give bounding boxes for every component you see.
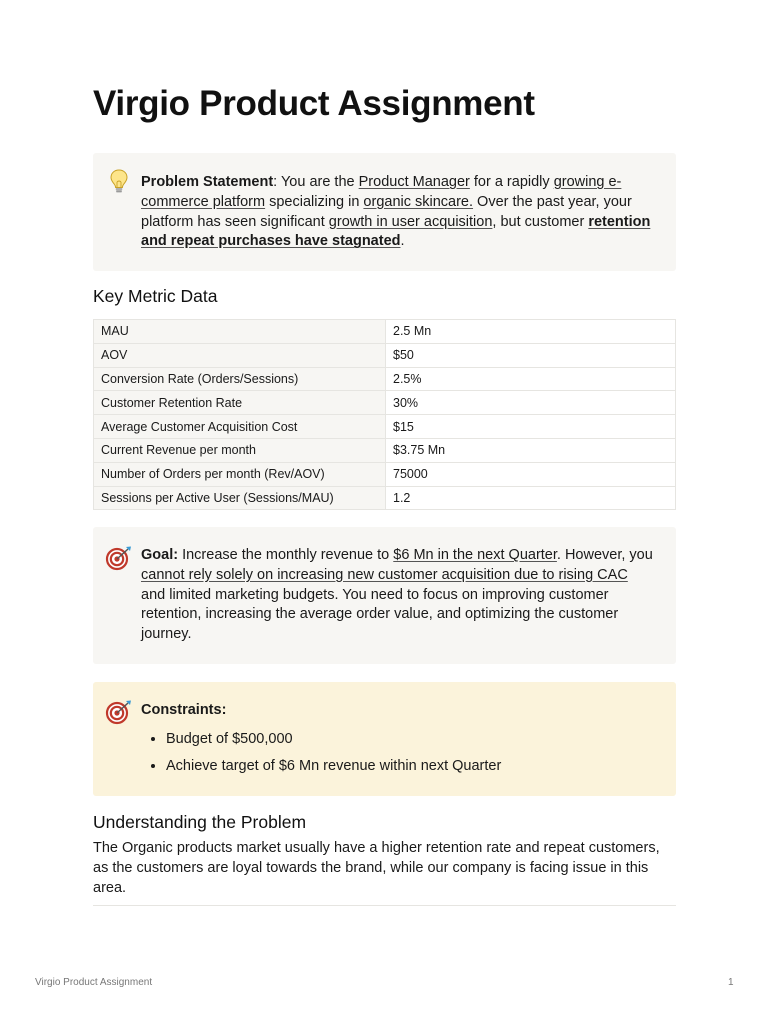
- understanding-body: The Organic products market usually have a higher retention rate and repeat customers, as the customers are loyal towards the brand, while our company is facing issue in this area.: [93, 840, 660, 896]
- table-row: [94, 320, 676, 344]
- goal-text-3: and limited marketing budgets. You need to focus on improving customer retention, increasing the average order value, and optimizing the customer journey.: [141, 586, 619, 643]
- table-row: [94, 391, 676, 415]
- target-icon: [105, 544, 133, 572]
- target-icon: [105, 698, 133, 726]
- goal-label: Goal:: [141, 547, 179, 563]
- understanding-heading: Understanding the Problem: [93, 812, 307, 832]
- metric-name: Conversion Rate (Orders/Sessions): [94, 367, 386, 391]
- constraints-list: [141, 730, 654, 777]
- metric-name: Sessions per Active User (Sessions/MAU): [94, 486, 386, 510]
- goal-text-2: . However, you: [556, 547, 653, 563]
- metric-value: 2.5 Mn: [386, 320, 676, 344]
- table-row: [94, 415, 676, 439]
- metric-value: $15: [386, 415, 676, 439]
- page-number: 1: [728, 977, 734, 988]
- problem-text-2: for a rapidly: [469, 174, 554, 190]
- metric-value: 2.5%: [386, 367, 676, 391]
- divider: [93, 905, 676, 906]
- metric-value: $3.75 Mn: [386, 438, 676, 462]
- metric-value: 75000: [386, 462, 676, 486]
- link-organic-skincare: organic skincare.: [363, 193, 474, 210]
- metric-name: MAU: [94, 320, 386, 344]
- metric-name: Customer Retention Rate: [94, 391, 386, 415]
- problem-text-1: : You are the: [273, 174, 359, 190]
- problem-text-4: Over the past year, your platform has seen significant: [141, 193, 632, 230]
- list-item: • Budget of $500,000: [166, 730, 654, 750]
- table-row: [94, 438, 676, 462]
- link-product-manager: Product Manager: [358, 174, 470, 190]
- link-growing-ecommerce: growing e-commerce platform: [141, 174, 622, 210]
- metric-name: Number of Orders per month (Rev/AOV): [94, 462, 386, 486]
- constraints-callout: [93, 682, 676, 796]
- metric-name: Current Revenue per month: [94, 438, 386, 462]
- problem-text-6: .: [400, 233, 405, 250]
- list-item: • Achieve target of $6 Mn revenue within next Quarter: [166, 757, 654, 777]
- metric-name: Average Customer Acquisition Cost: [94, 415, 386, 439]
- table-row: [94, 462, 676, 486]
- link-retention-stagnated: retention and repeat purchases have stagnated: [141, 213, 651, 250]
- goal-callout: [93, 527, 676, 664]
- metric-value: 30%: [386, 391, 676, 415]
- goal-text-1: Increase the monthly revenue to: [178, 547, 394, 563]
- metric-name: AOV: [94, 343, 386, 367]
- table-row: [94, 367, 676, 391]
- problem-statement-label: Problem Statement: [141, 174, 274, 190]
- table-row: [94, 343, 676, 367]
- problem-text-5: , but customer: [492, 213, 589, 230]
- link-growth-user-acquisition: growth in user acquisition: [328, 213, 493, 230]
- key-metrics-table: [93, 319, 676, 510]
- link-6mn-next-quarter: $6 Mn in the next Quarter: [393, 547, 557, 563]
- metric-value: 1.2: [386, 486, 676, 510]
- link-rising-cac: cannot rely solely on increasing new customer acquisition due to rising CAC: [141, 566, 628, 583]
- problem-text-3: specializing in: [265, 193, 364, 210]
- problem-statement-callout: [93, 153, 676, 271]
- lightbulb-icon: [105, 167, 133, 195]
- table-row: [94, 486, 676, 510]
- metric-value: $50: [386, 343, 676, 367]
- footer-title: Virgio Product Assignment: [35, 977, 153, 988]
- page-title: Virgio Product Assignment: [93, 84, 535, 123]
- constraints-label: Constraints:: [141, 702, 227, 718]
- key-metrics-heading: Key Metric Data: [93, 286, 218, 306]
